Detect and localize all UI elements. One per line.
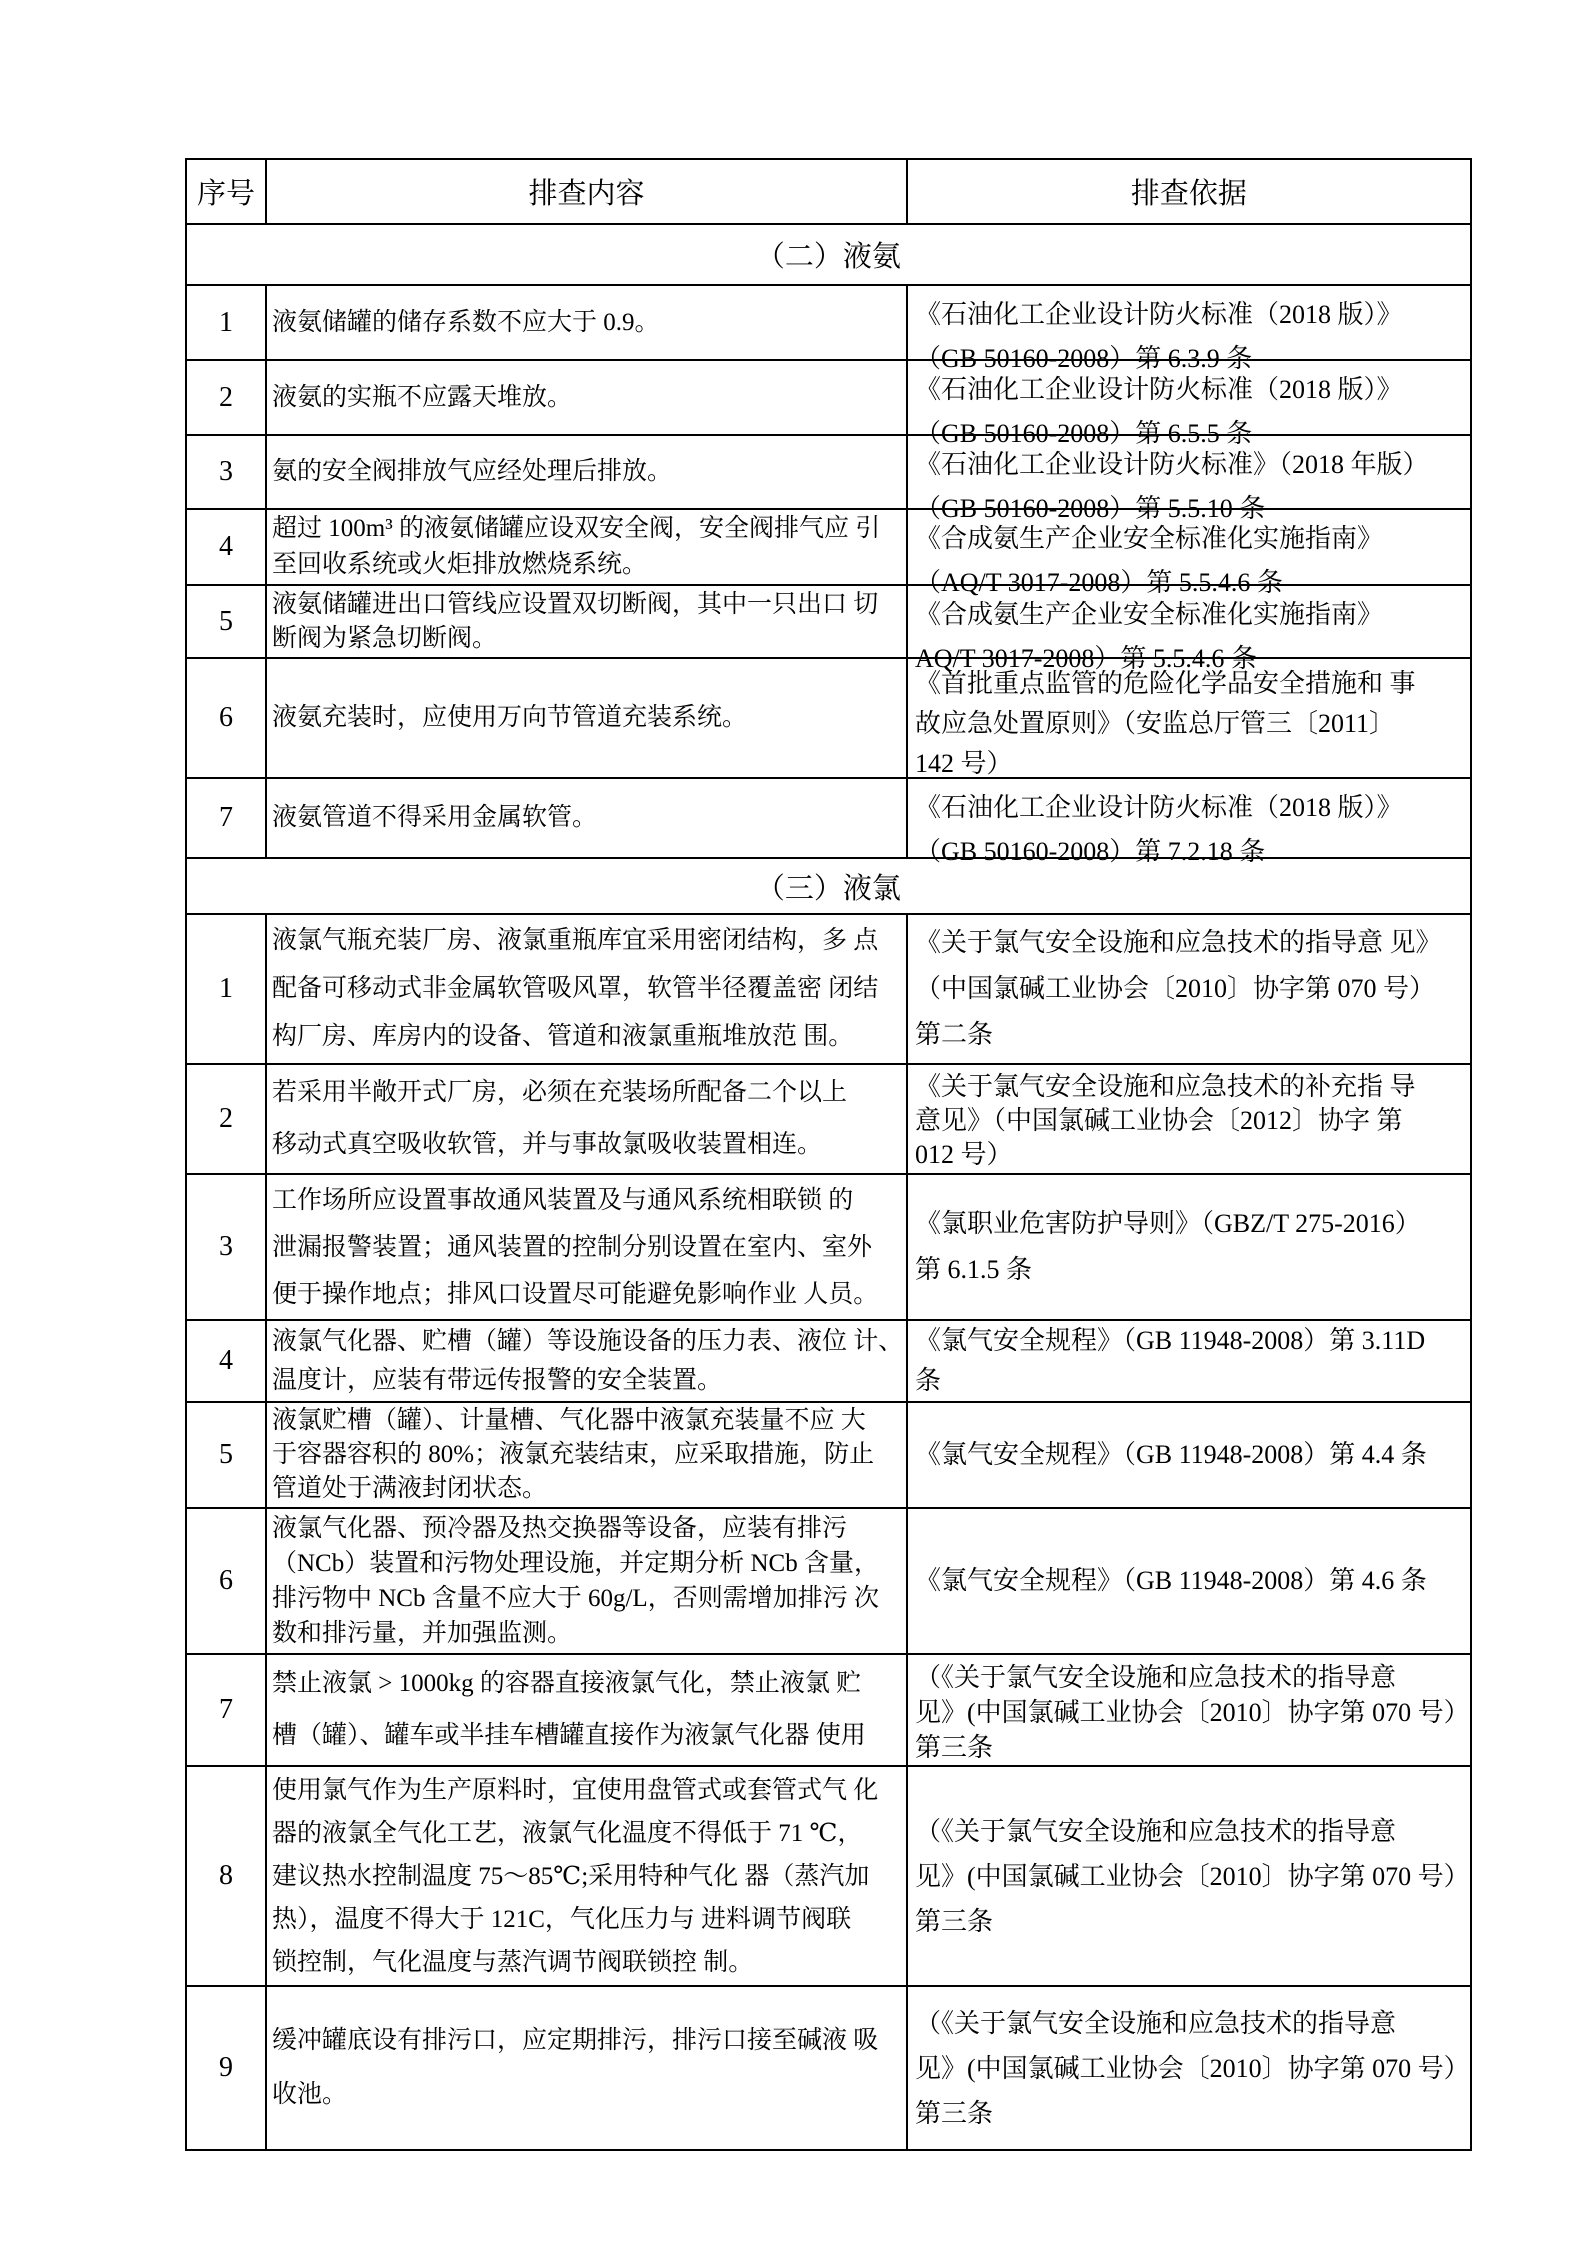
text-line: 液氨储罐的储存系数不应大于 0.9。 <box>272 308 660 336</box>
text-line: （《关于氯气安全设施和应急技术的指导意 <box>915 1816 1397 1846</box>
text-line: 第 6.1.5 条 <box>915 1255 1033 1284</box>
inspection-content-cell <box>266 778 907 858</box>
row-number-cell: 6 <box>186 658 266 778</box>
inspection-basis-cell <box>907 360 1471 448</box>
inspection-basis-text <box>908 916 1470 1062</box>
column-header-number: 序号 <box>186 159 266 224</box>
inspection-content-text <box>267 362 906 433</box>
table-row <box>186 285 1471 360</box>
section-header-row <box>186 224 1471 285</box>
inspection-content-text <box>267 1404 906 1506</box>
table-header-row <box>186 159 1471 224</box>
inspection-content-text <box>267 1176 906 1318</box>
table-row <box>186 1320 1471 1402</box>
text-line: 012 号） <box>915 1140 1013 1169</box>
text-line: 超过 100m³ 的液氨储罐应设双安全阀，安全阀排气应 引 <box>272 515 881 542</box>
table-row <box>186 1174 1471 1320</box>
inspection-content-text <box>267 1768 906 1984</box>
text-line: 氨的安全阀排放气应经处理后排放。 <box>272 458 673 485</box>
text-line: 缓冲罐底设有排污口，应定期排污，排污口接至碱液 吸 <box>272 2027 879 2054</box>
text-line: 故应急处置原则》（安监总厅管三〔2011〕 <box>915 709 1396 738</box>
text-line: 《氯气安全规程》（GB 11948-2008）第 4.4 条 <box>915 1440 1427 1469</box>
text-line: 管道处于满液封闭状态。 <box>272 1475 548 1502</box>
inspection-content-cell <box>266 285 907 360</box>
text-line: 液氨的实瓶不应露天堆放。 <box>272 383 573 411</box>
section-title: （三）液氯 <box>186 858 1471 914</box>
row-number-cell: 3 <box>186 1174 266 1320</box>
text-line: 槽（罐）、罐车或半挂车槽罐直接作为液氯气化器 使用 <box>272 1722 866 1749</box>
text-line: （NCb）装置和污物处理设施，并定期分析 NCb 含量， <box>272 1550 879 1577</box>
text-line: 《石油化工企业设计防火标准（2018 版）》 <box>915 375 1403 404</box>
table-row <box>186 1508 1471 1654</box>
text-line: 第三条 <box>915 1733 994 1762</box>
inspection-basis-text <box>908 1404 1470 1506</box>
text-line: 数和排污量，并加强监测。 <box>272 1620 573 1647</box>
row-number-cell: 7 <box>186 1654 266 1766</box>
text-line: 《石油化工企业设计防火标准（2018 版）》 <box>915 793 1403 822</box>
inspection-content-text <box>267 511 906 583</box>
inspection-content-cell <box>266 1986 907 2150</box>
inspection-basis-cell <box>907 509 1471 597</box>
inspection-content-cell <box>266 658 907 778</box>
inspection-basis-cell <box>907 585 1471 673</box>
inspection-basis-text <box>908 1176 1470 1318</box>
text-line: 第二条 <box>915 1020 994 1049</box>
row-number-cell: 2 <box>186 360 266 435</box>
inspection-basis-cell <box>907 914 1471 1064</box>
inspection-basis-cell <box>907 1320 1471 1402</box>
text-line: 构厂房、库房内的设备、管道和液氯重瓶堆放范 围。 <box>272 1023 854 1050</box>
inspection-content-cell <box>266 1508 907 1654</box>
table-row <box>186 1986 1471 2150</box>
table-row <box>186 1402 1471 1508</box>
text-line: 《氯职业危害防护导则》（GBZ/T 275-2016） <box>915 1209 1421 1238</box>
table-row <box>186 435 1471 509</box>
inspection-basis-cell <box>907 1654 1471 1766</box>
text-line: （AQ/T 3017-2008）第 5.5.4.6 条 <box>915 568 1283 597</box>
inspection-table <box>185 158 1472 2151</box>
text-line: 使用氯气作为生产原料时，宜使用盘管式或套管式气 化 <box>272 1776 879 1804</box>
table-row <box>186 914 1471 1064</box>
row-number-cell: 2 <box>186 1064 266 1174</box>
inspection-basis-cell <box>907 285 1471 373</box>
text-line: 液氯贮槽（罐）、计量槽、气化器中液氯充装量不应 大 <box>272 1407 866 1434</box>
text-line: 建议热水控制温度 75～85℃;采用特种气化 器（蒸汽加 <box>272 1862 870 1890</box>
text-line: 配备可移动式非金属软管吸风罩，软管半径覆盖密 闭结 <box>272 975 879 1002</box>
inspection-content-text <box>267 1988 906 2148</box>
row-number-cell: 7 <box>186 778 266 858</box>
row-number-cell: 4 <box>186 509 266 585</box>
row-number-cell: 5 <box>186 585 266 658</box>
section-title: （二）液氨 <box>186 224 1471 285</box>
inspection-basis-cell <box>907 435 1471 523</box>
inspection-basis-text <box>908 1768 1470 1984</box>
inspection-content-text <box>267 287 906 358</box>
inspection-basis-cell <box>907 1986 1471 2150</box>
text-line: 便于操作地点；排风口设置尽可能避免影响作业 人员。 <box>272 1280 879 1308</box>
text-line: 移动式真空吸收软管，并与事故氯吸收装置相连。 <box>272 1131 823 1158</box>
inspection-content-text <box>267 660 906 776</box>
row-number-cell: 1 <box>186 285 266 360</box>
inspection-content-cell <box>266 360 907 435</box>
text-line: 见》(中国氯碱工业协会〔2010〕协字第 070 号） <box>915 1861 1470 1891</box>
text-line: 见》(中国氯碱工业协会〔2010〕协字第 070 号） <box>915 2053 1470 2083</box>
inspection-basis-text <box>908 1066 1470 1172</box>
row-number-cell: 3 <box>186 435 266 509</box>
text-line: 第三条 <box>915 2098 994 2128</box>
inspection-content-cell <box>266 435 907 509</box>
table-row <box>186 658 1471 778</box>
inspection-basis-text <box>908 511 1470 597</box>
inspection-content-cell <box>266 509 907 585</box>
text-line: 意见》（中国氯碱工业协会〔2012〕协字 第 <box>915 1106 1403 1135</box>
text-line: 142 号） <box>915 749 1013 778</box>
text-line: （GB 50160-2008）第 5.5.10 条 <box>915 494 1266 523</box>
column-header-content: 排查内容 <box>266 159 907 224</box>
inspection-content-cell <box>266 1766 907 1986</box>
text-line: 禁止液氯 > 1000kg 的容器直接液氯气化，禁止液氯 贮 <box>272 1670 862 1697</box>
inspection-basis-text <box>908 1988 1470 2148</box>
text-line: 液氯气化器、贮槽（罐）等设施设备的压力表、液位 计、 <box>272 1328 904 1355</box>
inspection-basis-text <box>908 780 1470 866</box>
inspection-basis-text <box>908 660 1470 776</box>
text-line: 液氯气瓶充装厂房、液氯重瓶库宜采用密闭结构，多 点 <box>272 927 879 954</box>
text-line: 收池。 <box>272 2081 348 2108</box>
row-number-cell: 9 <box>186 1986 266 2150</box>
text-line: 热），温度不得大于 121C，气化压力与 进料调节阀联 <box>272 1905 852 1933</box>
inspection-content-cell <box>266 914 907 1064</box>
inspection-basis-text <box>908 1322 1470 1400</box>
text-line: （GB 50160-2008）第 6.3.9 条 <box>915 344 1253 373</box>
text-line: 《关于氯气安全设施和应急技术的指导意 见》 <box>915 928 1442 957</box>
inspection-basis-cell <box>907 1174 1471 1320</box>
inspection-content-text <box>267 1066 906 1172</box>
text-line: 《合成氨生产企业安全标准化实施指南》 <box>915 600 1384 629</box>
text-line: 《石油化工企业设计防火标准》（2018 年版） <box>915 450 1429 479</box>
inspection-basis-text <box>908 362 1470 448</box>
text-line: 第三条 <box>915 1906 994 1936</box>
table-row <box>186 509 1471 585</box>
table-row <box>186 1766 1471 1986</box>
text-line: 《关于氯气安全设施和应急技术的补充指 导 <box>915 1072 1416 1101</box>
text-line: 见》(中国氯碱工业协会〔2010〕协字第 070 号） <box>915 1698 1470 1727</box>
text-line: 《首批重点监管的危险化学品安全措施和 事 <box>915 669 1416 698</box>
text-line: 锁控制，气化温度与蒸汽调节阀联锁控 制。 <box>272 1948 754 1976</box>
row-number-cell: 4 <box>186 1320 266 1402</box>
text-line: AQ/T 3017-2008）第 5.5.4.6 条 <box>915 644 1257 673</box>
text-line: 《氯气安全规程》（GB 11948-2008）第 4.6 条 <box>915 1566 1427 1595</box>
text-line: （GB 50160-2008）第 6.5.5 条 <box>915 419 1253 448</box>
text-line: （中国氯碱工业协会〔2010〕协字第 070 号） <box>915 974 1436 1003</box>
column-header-basis: 排查依据 <box>907 159 1471 224</box>
inspection-basis-cell <box>907 1766 1471 1986</box>
inspection-basis-cell <box>907 1064 1471 1174</box>
row-number-cell: 5 <box>186 1402 266 1508</box>
inspection-content-text <box>267 437 906 507</box>
inspection-basis-text <box>908 1510 1470 1652</box>
inspection-content-text <box>267 587 906 656</box>
text-line: 温度计，应装有带远传报警的安全装置。 <box>272 1367 723 1394</box>
table-row <box>186 360 1471 435</box>
table-row <box>186 1064 1471 1174</box>
text-line: 泄漏报警装置；通风装置的控制分别设置在室内、室外 <box>272 1233 873 1261</box>
text-line: 液氨充装时，应使用万向节管道充装系统。 <box>272 704 748 731</box>
row-number-cell: 1 <box>186 914 266 1064</box>
table-row <box>186 1654 1471 1766</box>
table-row <box>186 778 1471 858</box>
inspection-basis-cell <box>907 1508 1471 1654</box>
inspection-basis-cell <box>907 778 1471 866</box>
text-line: 至回收系统或火炬排放燃烧系统。 <box>272 551 648 578</box>
inspection-basis-cell <box>907 658 1471 778</box>
text-line: 《氯气安全规程》（GB 11948-2008）第 3.11D <box>915 1326 1426 1355</box>
inspection-content-cell <box>266 1654 907 1766</box>
text-line: 于容器容积的 80%；液氯充装结束，应采取措施，防止 <box>272 1441 875 1468</box>
inspection-content-cell <box>266 1320 907 1402</box>
text-line: 液氨储罐进出口管线应设置双切断阀，其中一只出口 切 <box>272 590 879 618</box>
inspection-content-cell <box>266 1064 907 1174</box>
inspection-content-cell <box>266 585 907 658</box>
inspection-content-text <box>267 916 906 1062</box>
inspection-basis-cell <box>907 1402 1471 1508</box>
inspection-content-cell <box>266 1174 907 1320</box>
inspection-basis-text <box>908 437 1470 523</box>
text-line: 《合成氨生产企业安全标准化实施指南》 <box>915 524 1384 553</box>
text-line: 工作场所应设置事故通风装置及与通风系统相联锁 的 <box>272 1186 854 1214</box>
text-line: （《关于氯气安全设施和应急技术的指导意 <box>915 2008 1397 2038</box>
inspection-basis-text <box>908 587 1470 673</box>
text-line: 《石油化工企业设计防火标准（2018 版）》 <box>915 300 1403 329</box>
inspection-content-text <box>267 1510 906 1652</box>
text-line: 排污物中 NCb 含量不应大于 60g/L，否则需增加排污 次 <box>272 1585 879 1612</box>
inspection-content-text <box>267 780 906 856</box>
inspection-basis-text <box>908 287 1470 373</box>
text-line: 条 <box>915 1366 942 1395</box>
table-row <box>186 585 1471 658</box>
inspection-content-text <box>267 1656 906 1764</box>
text-line: （《关于氯气安全设施和应急技术的指导意 <box>915 1663 1397 1692</box>
text-line: 液氨管道不得采用金属软管。 <box>272 804 598 831</box>
inspection-content-text <box>267 1322 906 1400</box>
text-line: 断阀为紧急切断阀。 <box>272 624 498 652</box>
text-line: （GB 50160-2008）第 7.2.18 条 <box>915 837 1266 866</box>
row-number-cell: 8 <box>186 1766 266 1986</box>
text-line: 器的液氯全气化工艺，液氯气化温度不得低于 71 ℃， <box>272 1819 863 1847</box>
text-line: 液氯气化器、预冷器及热交换器等设备，应装有排污 <box>272 1515 848 1542</box>
inspection-basis-text <box>908 1656 1470 1764</box>
text-line: 若采用半敞开式厂房，必须在充装场所配备二个以上 <box>272 1079 848 1106</box>
row-number-cell: 6 <box>186 1508 266 1654</box>
inspection-content-cell <box>266 1402 907 1508</box>
